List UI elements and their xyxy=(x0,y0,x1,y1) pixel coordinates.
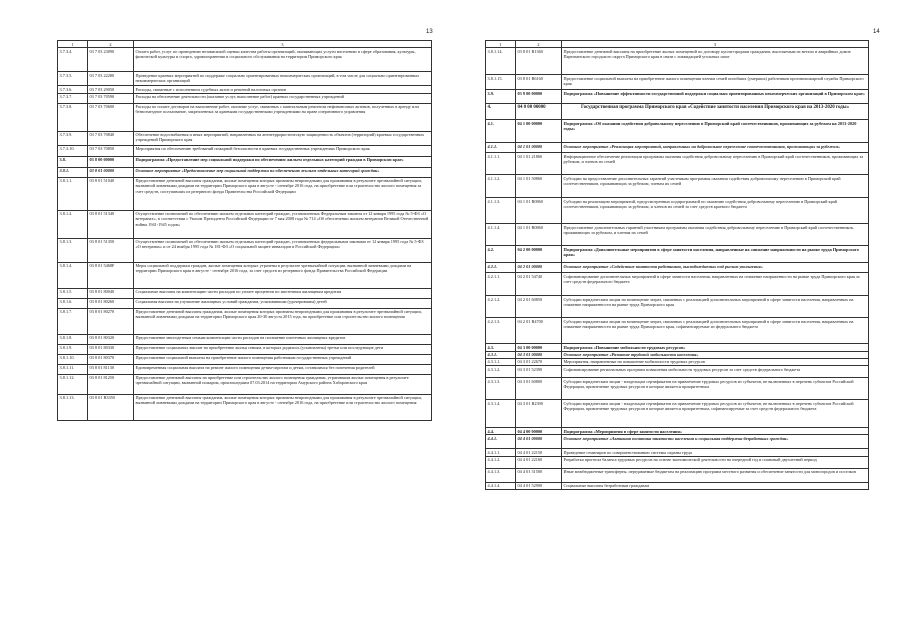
row-description: Основное мероприятие «Содействие занятости работников, высвобождаемых под риском увольнения» xyxy=(562,263,869,273)
row-description: Информационное обеспечение реализации программы оказания содействия добровольному переселению в Приморский край соотечественников, проживающих за рубежом, и членов их семей xyxy=(562,153,869,175)
budget-code: 03 8 01 51340 xyxy=(88,210,134,238)
budget-code: 04 4 01 52900 xyxy=(516,482,562,489)
row-description: Проведение семинаров по совершенствованию системы охраны труда xyxy=(562,449,869,456)
row-description: Оплата работ, услуг по проведению независимой оценки качества работы организаций, оказывающих услуги населению в сфере образования, культуры, физической культуры и спорта, здравоохранения и социального обслуживания на территории Приморского края xyxy=(134,48,432,72)
budget-code: 03 7 03 70590 xyxy=(88,93,134,103)
table-row xyxy=(58,72,432,86)
table-row xyxy=(486,224,869,246)
budget-code: 04 3 01 R2390 xyxy=(516,400,562,428)
row-description: Предоставление денежной выплаты гражданам, жилые помещения которых признаны непригодными для проживания в результате чрезвычайной ситуации, вызванной ливневыми дождями на территории Приморского края в августе - сентябре 2016 года, на приобретение или строительство жилого помещения xyxy=(134,394,432,420)
table-row xyxy=(486,358,869,365)
budget-code: 04 1 01 00000 xyxy=(516,143,562,153)
budget-code: 04 1 00 00000 xyxy=(516,120,562,143)
row-number: 3.8.1.6. xyxy=(58,298,88,308)
table-row xyxy=(486,273,869,296)
table-row xyxy=(58,131,432,145)
row-description: Предоставление дополнительных гарантий участникам программы оказания содействия добровольному переселению в Приморский край соотечественников, проживающих за рубежом, и членам их семей xyxy=(562,224,869,246)
table-row xyxy=(486,318,869,344)
budget-code: 04 1 01 21860 xyxy=(516,153,562,175)
row-description: Основное мероприятие «Реализация мероприятий, направленных на добровольное переселение соотечественников, проживающих за рубежом» xyxy=(562,143,869,153)
budget-code: 04 1 01 R0860 xyxy=(516,224,562,246)
row-description: Единовременная социальная выплата на ремонт жилого помещения детям-сиротам и детям, оставшимся без попечения родителей xyxy=(134,364,432,374)
row-number: 4.4.1.3. xyxy=(486,468,516,482)
table-row xyxy=(58,167,432,177)
table-row xyxy=(58,210,432,238)
row-number: 4.3.1. xyxy=(486,351,516,358)
row-description: Субсидии юридическим лицам на возмещение затрат, связанных с реализацией дополнительных мероприятий в сфере занятости населения, направленных на снижение напряженности на рынке труда Приморского края xyxy=(562,296,869,318)
row-description: Предоставление денежной выплаты гражданам, жилые помещения которых признаны непригодными для проживания в результате чрезвычайной ситуации, вызванной ливневыми дождями на территории Приморского края в августе - сентябре 2016 года, на приобретение или строительство жилого помещения за счет средств, поступивших из резервного фонда Правительства Российской Федерации xyxy=(134,177,432,210)
row-description: Разработка прогноза баланса трудовых ресурсов на основе экономической деятельности на очередной год и плановый двухлетний период xyxy=(562,456,869,468)
row-number: 4. xyxy=(486,104,516,120)
table-row xyxy=(58,93,432,103)
budget-code: 03 8 01 R1360 xyxy=(516,48,562,75)
row-number: 3.8.1.4. xyxy=(58,262,88,288)
row-number: 3.7.3.9. xyxy=(58,131,88,145)
row-number: 4.1.1.4. xyxy=(486,224,516,246)
row-description: Расходы по оплате договоров на выполнение работ, оказание услуг, связанных с капитальным ремонтом нефинансовых активов, полученных в аренду или безвозмездное пользование, закрепленных за краевыми государственными учреждениями на праве оперативного управления xyxy=(134,103,432,131)
row-description: Подпрограмма «Дополнительные мероприятия в сфере занятости населения, направленные на снижение напряженности на рынке труда Приморского края» xyxy=(562,246,869,263)
table-row xyxy=(58,177,432,210)
row-description: Подпрограмма «Повышение эффективности государственной поддержки социально ориентированных некоммерческих организаций в Приморском крае» xyxy=(562,90,869,104)
row-number: 4.1.1. xyxy=(486,143,516,153)
table-row xyxy=(58,364,432,374)
row-number: 3.8.1.2. xyxy=(58,210,88,238)
page-number: 13 xyxy=(426,29,433,35)
table-row xyxy=(486,75,869,90)
table-header-row xyxy=(58,41,432,48)
table-row xyxy=(486,400,869,428)
row-description: Иные межбюджетные трансферты, передаваемые бюджетам на реализацию программ местного развития и обеспечение занятости для моногородов и поселков xyxy=(562,468,869,482)
row-number: 3.7.3.8. xyxy=(58,103,88,131)
table-row xyxy=(486,366,869,378)
budget-code: 03 7 03 22280 xyxy=(88,72,134,86)
row-number: 3.8.1.14. xyxy=(486,48,516,75)
budget-code: 03 8 01 51350 xyxy=(88,238,134,262)
row-number: 3.8. xyxy=(58,156,88,167)
row-description: Субсидии юридическим лицам - владельцам сертификатов на привлечение трудовых ресурсов из субъектов, не включенных в перечень субъектов Российской Федерации, привлечение трудовых ресурсов в которые является приоритетным xyxy=(562,378,869,400)
column-header: 3 xyxy=(134,41,432,48)
table-row xyxy=(486,198,869,224)
budget-code: 04 2 01 R4700 xyxy=(516,318,562,344)
budget-code: 03 8 01 80330 xyxy=(88,344,134,354)
budget-code: 03 9 00 00000 xyxy=(516,90,562,104)
column-header: 3 xyxy=(562,41,869,48)
row-description: Осуществление полномочий по обеспечению жильем отдельных категорий граждан, установленных федеральными законами от 12 января 1995 года № 5-ФЗ «О ветеранах» и от 24 ноября 1995 года № 181-ФЗ «О социальной защите инвалидов в Российской Федерации» xyxy=(134,238,432,262)
table-row xyxy=(58,288,432,298)
table-row xyxy=(58,298,432,308)
budget-code: 04 2 01 60850 xyxy=(516,296,562,318)
row-description: Расходы на обеспечение деятельности (оказание услуг, выполнение работ) краевых государственных учреждений xyxy=(134,93,432,103)
budget-code: 04 1 01 50860 xyxy=(516,175,562,198)
row-number: 4.3.1.3. xyxy=(486,378,516,400)
right-page xyxy=(453,0,905,640)
page-number: 14 xyxy=(873,29,880,35)
row-description: Основное мероприятие «Предоставление мер социальной поддержки по обеспечению жильем отдельных категорий граждан» xyxy=(134,167,432,177)
row-number: 3.8.1.5. xyxy=(58,288,88,298)
row-description: Подпрограмма «Мероприятия в сфере занятости населения» xyxy=(562,428,869,435)
row-description: Социальные выплаты на компенсацию части расходов по уплате процентов по ипотечным жилищным кредитам xyxy=(134,288,432,298)
row-description: Меры социальной поддержки граждан, жилые помещения которых утрачены в результате чрезвычайной ситуации, вызванной ливневыми дождями на территории Приморского края в августе - сентябре 2016 года, за счет средств из резервного фонда Правительства Российской Федерации xyxy=(134,262,432,288)
table-row xyxy=(486,246,869,263)
table-row xyxy=(486,153,869,175)
row-number: 3.8.1.15. xyxy=(486,75,516,90)
table-row xyxy=(58,354,432,364)
row-description: Основное мероприятие «Развитие трудовой мобильности населения» xyxy=(562,351,869,358)
row-number: 4.2.1.2. xyxy=(486,296,516,318)
budget-code: 03 8 00 00000 xyxy=(88,156,134,167)
budget-code: 04 4 00 00000 xyxy=(516,428,562,435)
table-row xyxy=(486,296,869,318)
budget-code: 03 7 03 70850 xyxy=(88,145,134,156)
left-page xyxy=(0,0,452,640)
budget-code: 03 8 01 80040 xyxy=(88,288,134,298)
row-description: Расходы, связанные с исполнением судебных актов и решений налоговых органов xyxy=(134,86,432,93)
row-number: 4.1. xyxy=(486,120,516,143)
table-row xyxy=(486,104,869,120)
budget-code: 03 8 01 80370 xyxy=(88,354,134,364)
budget-code: 03 8 01 80260 xyxy=(88,298,134,308)
row-number: 3.8.1.9. xyxy=(58,344,88,354)
row-number: 4.2.1.3. xyxy=(486,318,516,344)
row-number: 3.7.3.5. xyxy=(58,72,88,86)
budget-code: 03 8 01 51040 xyxy=(88,177,134,210)
table-row xyxy=(58,86,432,93)
budget-code: 04 3 01 60800 xyxy=(516,378,562,400)
row-number: 3.9. xyxy=(486,90,516,104)
budget-code: 04 4 01 31500 xyxy=(516,468,562,482)
row-number: 4.3. xyxy=(486,344,516,351)
column-header: 2 xyxy=(516,41,562,48)
row-number: 4.3.1.2. xyxy=(486,366,516,378)
row-description: Государственная программа Приморского края «Содействие занятости населения Приморского края на 2013-2020 годы» xyxy=(562,104,869,120)
table-row xyxy=(486,468,869,482)
column-header: 1 xyxy=(486,41,516,48)
budget-code: 03 7 03 70840 xyxy=(88,131,134,145)
row-number: 3.8.1.1. xyxy=(58,177,88,210)
budget-code: 03 8 01 5468F xyxy=(88,262,134,288)
row-number: 4.2. xyxy=(486,246,516,263)
classification-table xyxy=(57,40,432,421)
row-number: 3.8.1.8. xyxy=(58,334,88,344)
row-description: Субсидии на реализацию мероприятий, предусмотренных подпрограммой по оказанию содействия добровольному переселению в Приморский край соотечественников, проживающих за рубежом, и членов их семей за счет средств краевого бюджета xyxy=(562,198,869,224)
row-number: 4.4. xyxy=(486,428,516,435)
row-description: Предоставление денежной выплаты гражданам, жилые помещения которых признаны непригодными для проживания в результате чрезвычайной ситуации, вызванной ливневыми дождями на территории Приморского края 20-30 августа 2015 года, на приобретение или строительство жилого помещения xyxy=(134,308,432,334)
table-header-row xyxy=(486,41,869,48)
row-number: 3.7.3.10. xyxy=(58,145,88,156)
row-description: Проведение краевых мероприятий по поддержке социально ориентированных некоммерческих организаций, в том числе для социально ориентированных некоммерческих организаций xyxy=(134,72,432,86)
row-number: 4.4.1.2. xyxy=(486,456,516,468)
budget-code: 04 2 01 54740 xyxy=(516,273,562,296)
budget-code: 04 4 01 22150 xyxy=(516,449,562,456)
table-row xyxy=(58,238,432,262)
row-number: 4.1.1.3. xyxy=(486,198,516,224)
budget-code: 03 7 03 70600 xyxy=(88,103,134,131)
table-row xyxy=(58,103,432,131)
budget-code: 04 3 01 22670 xyxy=(516,358,562,365)
table-row xyxy=(486,456,869,468)
row-description: Субсидии юридическим лицам - владельцам сертификатов на привлечение трудовых ресурсов из субъектов, не включенных в перечень субъектов Российской Федерации, привлечение трудовых ресурсов в которые является приоритетным, софинансируемые за счет средств федерального бюджета xyxy=(562,400,869,428)
row-description: Предоставление денежной выплаты на приобретение или строительство жилого помещения гражданам, утратившим жилые помещения в результате чрезвычайной ситуации, вызванной пожаром, произошедшим 07.03.2014 на территории Амурского района Хабаровского края xyxy=(134,374,432,394)
row-description: Подпрограмма «Повышение мобильности трудовых ресурсов» xyxy=(562,344,869,351)
row-description: Субсидии на предоставление дополнительных гарантий участникам программы оказания содействия добровольному переселению в Приморский край соотечественников, проживающих за рубежом, членам их семей xyxy=(562,175,869,198)
row-description: Предоставление денежной выплаты на приобретение жилых помещений по договору купли-продажи гражданам, выселяемым из ветхих и аварийных домов Партизанского городского округа Приморского края в связи с ликвидацией угольных шахт xyxy=(562,48,869,75)
row-number: 4.4.1.1. xyxy=(486,449,516,456)
row-number: 4.2.1. xyxy=(486,263,516,273)
budget-code: 04 3 01 00000 xyxy=(516,351,562,358)
budget-code: 04 4 01 00000 xyxy=(516,435,562,449)
row-description: Софинансирование дополнительных мероприятий в сфере занятости населения, направленных на снижение напряженности на рынке труда Приморского края за счет средств федерального бюджета xyxy=(562,273,869,296)
table-row xyxy=(58,344,432,354)
row-description: Подпрограмма «Об оказании содействия добровольному переселению в Приморский край соотечественников, проживающих за рубежом на 2013-2020 годы» xyxy=(562,120,869,143)
row-number: 4.3.1.1. xyxy=(486,358,516,365)
table-row xyxy=(486,263,869,273)
row-number: 3.8.1.11. xyxy=(58,364,88,374)
row-description: Социальные выплаты безработным гражданам xyxy=(562,482,869,489)
table-row xyxy=(486,175,869,198)
budget-code: 03 7 03 29050 xyxy=(88,86,134,93)
table-row xyxy=(486,449,869,456)
row-number: 3.7.3.6. xyxy=(58,86,88,93)
table-row xyxy=(486,435,869,449)
budget-code: 03 8 01 R6160 xyxy=(516,75,562,90)
row-number: 3.7.3.4. xyxy=(58,48,88,72)
row-description: Предоставление социальной выплаты на приобретение жилого помещения членам семей погибших (умерших) работников противопожарной службы Приморского края xyxy=(562,75,869,90)
table-row xyxy=(486,143,869,153)
budget-code: 04 4 01 22160 xyxy=(516,456,562,468)
budget-code: 03 8 01 R3350 xyxy=(88,394,134,420)
classification-table xyxy=(485,40,869,490)
column-header: 2 xyxy=(88,41,134,48)
table-row xyxy=(486,48,869,75)
row-number: 3.8.1.13. xyxy=(58,394,88,420)
budget-code: 03 8 01 00000 xyxy=(88,167,134,177)
table-row xyxy=(58,262,432,288)
row-number: 4.2.1.1. xyxy=(486,273,516,296)
row-description: Обеспечение водоснабжения и иных мероприятий, направленных на антитеррористическую защищенность объектов (территорий) краевых государственных учреждений Приморского края xyxy=(134,131,432,145)
row-description: Подпрограмма «Предоставление мер социальной поддержки по обеспечению жильем отдельных категорий граждан в Приморском крае» xyxy=(134,156,432,167)
row-number: 4.4.1. xyxy=(486,435,516,449)
table-row xyxy=(58,308,432,334)
row-number: 4.3.1.4. xyxy=(486,400,516,428)
budget-code: 04 1 01 R0860 xyxy=(516,198,562,224)
table-row xyxy=(486,428,869,435)
row-description: Осуществление полномочий по обеспечению жильем отдельных категорий граждан, установленных Федеральным законом от 12 января 1995 года № 5-ФЗ «О ветеранах», в соответствии с Указом Президента Российской Федерации от 7 мая 2008 года № 714 «Об обеспечении жильем ветеранов Великой Отечественной войны 1941-1945 годов» xyxy=(134,210,432,238)
budget-code: 03 8 01 81250 xyxy=(88,374,134,394)
row-number: 3.8.1.10. xyxy=(58,354,88,364)
table-row xyxy=(58,156,432,167)
row-description: Предоставление социальной выплаты на приобретение жилого помещения работникам государственных учреждений xyxy=(134,354,432,364)
budget-code: 04 3 01 52390 xyxy=(516,366,562,378)
row-number: 3.8.1. xyxy=(58,167,88,177)
table-row xyxy=(58,374,432,394)
budget-code: 04 0 00 00000 xyxy=(516,104,562,120)
budget-code: 03 7 03 23090 xyxy=(88,48,134,72)
row-description: Мероприятия, направленные на повышение мобильности трудовых ресурсов xyxy=(562,358,869,365)
row-number: 4.1.1.2. xyxy=(486,175,516,198)
budget-code: 03 8 01 81130 xyxy=(88,364,134,374)
row-description: Субсидии юридическим лицам на возмещение затрат, связанных с реализацией дополнительных мероприятий в сфере занятости населения, направленных на снижение напряженности на рынке труда Приморского края, софинансируемые из федерального бюджета xyxy=(562,318,869,344)
row-description: Софинансирование региональных программ повышения мобильности трудовых ресурсов за счет средств федерального бюджета xyxy=(562,366,869,378)
table-row xyxy=(486,378,869,400)
row-number: 4.4.1.4. xyxy=(486,482,516,489)
row-description: Мероприятия по обеспечению требований пожарной безопасности в краевых государственных учреждениях Приморского края xyxy=(134,145,432,156)
table-row xyxy=(58,334,432,344)
budget-code: 04 2 01 00000 xyxy=(516,263,562,273)
table-row xyxy=(58,145,432,156)
table-row xyxy=(486,351,869,358)
row-number: 4.1.1.1. xyxy=(486,153,516,175)
row-description: Предоставление социальных выплат на приобретение жилья семьям, в которых родились (усыновлены) третьи или последующие дети xyxy=(134,344,432,354)
column-header: 1 xyxy=(58,41,88,48)
table-row xyxy=(58,48,432,72)
budget-code: 04 3 00 00000 xyxy=(516,344,562,351)
row-description: Предоставление многодетным семьям компенсации части расходов на погашение ипотечных жилищных кредитов xyxy=(134,334,432,344)
budget-code: 03 8 01 80270 xyxy=(88,308,134,334)
budget-code: 03 8 01 80320 xyxy=(88,334,134,344)
row-description: Социальная выплата на улучшение жилищных условий гражданам, усыновившим (удочерившим) детей xyxy=(134,298,432,308)
row-number: 3.7.3.7. xyxy=(58,93,88,103)
row-number: 3.8.1.7. xyxy=(58,308,88,334)
row-number: 3.8.1.12. xyxy=(58,374,88,394)
row-number: 3.8.1.3. xyxy=(58,238,88,262)
table-row xyxy=(58,394,432,420)
table-row xyxy=(486,120,869,143)
row-description: Основное мероприятие «Активная политика занятости населения и социальная поддержка безработных граждан» xyxy=(562,435,869,449)
budget-code: 04 2 00 00000 xyxy=(516,246,562,263)
table-row xyxy=(486,90,869,104)
table-row xyxy=(486,344,869,351)
table-row xyxy=(486,482,869,489)
